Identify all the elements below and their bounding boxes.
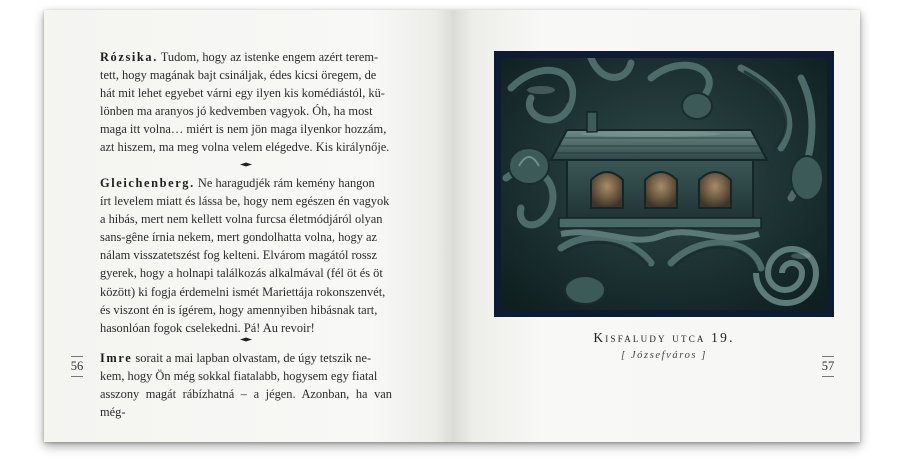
text-line: és viszont én is ígérem, hogy amennyiben hibásnak tart, [100,302,378,317]
photo-caption [494,330,834,361]
text-line: sorait a mai lapban olvastam, de úgy tetszik ne- [132,351,372,365]
paragraph-imre [100,349,392,421]
separator-ornament [240,162,252,167]
caption-title: Kisfaludy utca 19. [593,330,735,345]
speaker-name: Imre [100,351,133,365]
text-line: azt hiszem, ma meg volna velem elégedve. Kis királynője. [100,140,390,155]
text-line: Ne haragudjék rám kemény hangon [194,176,375,190]
text-line: gyerek, hogy a holnapi találkozás alkalmával (fél öt és öt [100,266,383,281]
ornamental-metal-relief-house-photo [501,58,827,310]
text-line: a hibás, mert nem kellett volna furcsa életmódjáról olyan [100,212,383,227]
open-book [44,10,860,442]
text-line: lönben ma aranyos jó kedvemben vagyok. Óh, ha most [100,104,373,119]
text-line: tett, hogy magának bajt csináljak, édes kicsi öregem, de [100,68,377,83]
text-line: nálam visszatetszést fog kelteni. Elvárom magától rossz [100,248,377,263]
text-line: kem, hogy Ön még sokkal fiatalabb, hogysem egy fiatal [100,369,378,384]
text-line: sans-gêne írnia nekem, mert gondolhatta volna, hogy az [100,230,377,245]
text-line: maga itt volna… miért is nem jön maga ilyenkor hozzám, [100,122,387,137]
right-page [452,10,860,442]
text-line: hát mit lehet egyebet várni egy ilyen kis komédiástól, kü- [100,86,385,101]
paragraph-rozsika [100,48,392,157]
photo-frame [494,51,834,317]
text-line: írt levelem miatt és lássa be, hogy nem egészen én vagyok [100,194,390,209]
page-number-left: 56 [67,356,87,377]
text-line: asszony magát rábízhatná – a jégen. Azonban, ha van még- [100,387,392,420]
text-line: hasonlóan fogok cselekedni. Pá! Au revoir! [100,320,315,335]
text-line: között) ki fogja érdemelni ismét Mariettája rokonszenvét, [100,284,386,299]
speaker-name: Rózsika. [100,50,158,64]
caption-district: [ Józsefváros ] [620,350,708,361]
left-page [44,10,452,442]
paragraph-gleichenberg [100,174,392,337]
text-line: Tudom, hogy az istenke engem azért terem- [157,50,379,64]
page-number-right: 57 [818,356,838,377]
speaker-name: Gleichenberg. [100,176,195,190]
separator-ornament [240,337,252,342]
